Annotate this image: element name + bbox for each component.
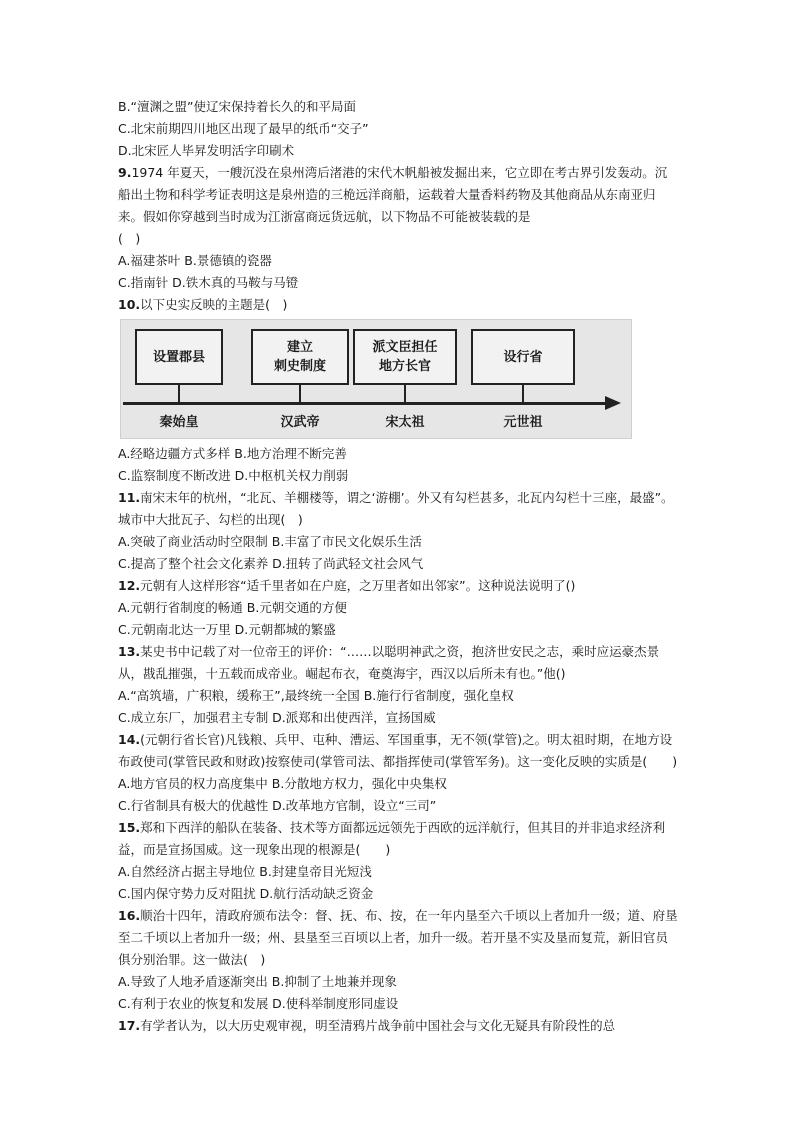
q14-number: 14. <box>118 732 141 747</box>
q10-stem <box>118 294 678 316</box>
q10-timeline-figure <box>120 319 632 439</box>
q16-options-ab: A.导致了人地矛盾逐渐突出 B.抑制了土地兼并现象 <box>118 974 397 989</box>
q14-options-cd: C.行省制具有极大的优越性 D.改革地方官制，设立“三司” <box>118 798 437 813</box>
q12-text: 元朝有人这样形容“适千里者如在户庭，之万里者如出邻家”。这种说法说明了() <box>140 578 576 593</box>
exam-page <box>118 96 678 1037</box>
timeline-event-3: 派文臣担任 地方长官 <box>353 329 457 385</box>
q13-number: 13. <box>118 644 141 659</box>
q16-number: 16. <box>118 908 141 923</box>
q12-number: 12. <box>118 578 141 593</box>
q14-stem <box>118 729 678 773</box>
q8-option-b: B.“澶渊之盟”使辽宋保持着长久的和平局面 <box>118 99 357 114</box>
timeline-arrow-icon <box>605 396 621 410</box>
q16-options-cd: C.有利于农业的恢复和发展 D.使科举制度形同虚设 <box>118 996 399 1011</box>
timeline-ruler-2: 汉武帝 <box>280 415 320 430</box>
q14-options-ab: A.地方官员的权力高度集中 B.分散地方权力，强化中央集权 <box>118 776 447 791</box>
timeline-axis <box>123 402 607 405</box>
q8-option-c: C.北宋前期四川地区出现了最早的纸币“交子” <box>118 121 369 136</box>
q17-stem <box>118 1015 678 1037</box>
q15-options-cd: C.国内保守势力反对阻扰 D.航行活动缺乏资金 <box>118 886 374 901</box>
q11-text: 南宋末年的杭州，“北瓦、羊棚楼等，谓之‘游棚’。外又有勾栏甚多，北瓦内勾栏十三座，最盛”。城市中大批瓦子、勾栏的出现( ) <box>118 490 674 527</box>
q14-text: (元朝行省长官)凡钱粮、兵甲、屯种、漕运、军国重事，无不领(掌管)之。明太祖时期，在地方设布政使司(掌管民政和财政)按察使司(掌管司法、都指挥使司(掌管军务)。这一变化反映的实质是( ) <box>118 732 678 769</box>
q15-stem <box>118 817 678 861</box>
q9-number: 9. <box>118 165 132 180</box>
q10-options-cd: C.监察制度不断改进 D.中枢机关权力削弱 <box>118 468 349 483</box>
q17-text: 有学者认为，以大历史观审视，明至清鸦片战争前中国社会与文化无疑具有阶段性的总 <box>140 1018 616 1033</box>
q11-number: 11. <box>118 490 141 505</box>
q13-options-cd: C.成立东厂，加强君主专制 D.派郑和出使西洋，宣扬国威 <box>118 710 436 725</box>
q8-option-d: D.北宋匠人毕昇发明活字印刷术 <box>118 143 295 158</box>
q13-options-ab: A.“高筑墙，广积粮，缓称王”,最终统一全国 B.施行行省制度，强化皇权 <box>118 688 514 703</box>
timeline-event-1: 设置郡县 <box>135 329 223 385</box>
q13-stem <box>118 641 678 685</box>
q9-text: 1974 年夏天，一艘沉没在泉州湾后渚港的宋代木帆船被发掘出来，它立即在考古界引发轰动。沉船出土物和科学考证表明这是泉州造的三桅远洋商船，运载着大量香料药物及其他商品从东南亚归来。假如你穿越到当时成为江浙富商远货远航，以下物品不可能被装载的是 <box>118 165 668 224</box>
q15-text: 郑和下西洋的船队在装备、技术等方面都远远领先于西欧的远洋航行，但其目的并非追求经济利益，而是宣扬国威。这一现象出现的根源是( ) <box>118 820 666 857</box>
q11-options-ab: A.突破了商业活动时空限制 B.丰富了市民文化娱乐生活 <box>118 534 422 549</box>
q9-options-ab: A.福建茶叶 B.景德镇的瓷器 <box>118 253 272 268</box>
q11-options-cd: C.提高了整个社会文化素养 D.扭转了尚武轻文社会风气 <box>118 556 424 571</box>
q17-number: 17. <box>118 1018 141 1033</box>
q13-text: 某史书中记载了对一位帝王的评价：“……以聪明神武之资，抱济世安民之志，乘时应运豪杰景从，戡乱摧强，十五载而成帝业。崛起布衣，奄奠海宇，西汉以后所未有也。”他() <box>118 644 660 681</box>
q15-number: 15. <box>118 820 141 835</box>
q11-stem <box>118 487 678 531</box>
q10-options-ab: A.经略边疆方式多样 B.地方治理不断完善 <box>118 446 347 461</box>
q9-paren: ( ) <box>118 231 141 246</box>
q16-stem <box>118 905 678 971</box>
timeline-connector-4 <box>522 385 524 403</box>
timeline-ruler-3: 宋太祖 <box>385 415 425 430</box>
q12-stem <box>118 575 678 597</box>
q10-number: 10. <box>118 297 141 312</box>
q15-options-ab: A.自然经济占据主导地位 B.封建皇帝目光短浅 <box>118 864 372 879</box>
timeline-ruler-4: 元世祖 <box>503 415 543 430</box>
q10-text: 以下史实反映的主题是( ) <box>140 297 288 312</box>
timeline-event-2: 建立 刺史制度 <box>251 329 349 385</box>
q16-text: 顺治十四年，清政府颁布法令：督、抚、布、按，在一年内垦至六千顷以上者加升一级；道、府垦至二千顷以上者加升一级；州、县垦至三百顷以上者，加升一级。若开垦不实及垦而复荒，新旧官员俱分别治罪。这一做法( ) <box>118 908 678 967</box>
q12-options-ab: A.元朝行省制度的畅通 B.元朝交通的方便 <box>118 600 347 615</box>
timeline-event-4: 设行省 <box>471 329 575 385</box>
timeline-connector-1 <box>178 385 180 403</box>
timeline-ruler-1: 秦始皇 <box>159 415 199 430</box>
q12-options-cd: C.元朝南北达一万里 D.元朝都城的繁盛 <box>118 622 336 637</box>
timeline-connector-2 <box>299 385 301 403</box>
q9-stem <box>118 162 678 228</box>
q9-options-cd: C.指南针 D.铁木真的马鞍与马镫 <box>118 275 299 290</box>
timeline-connector-3 <box>404 385 406 403</box>
